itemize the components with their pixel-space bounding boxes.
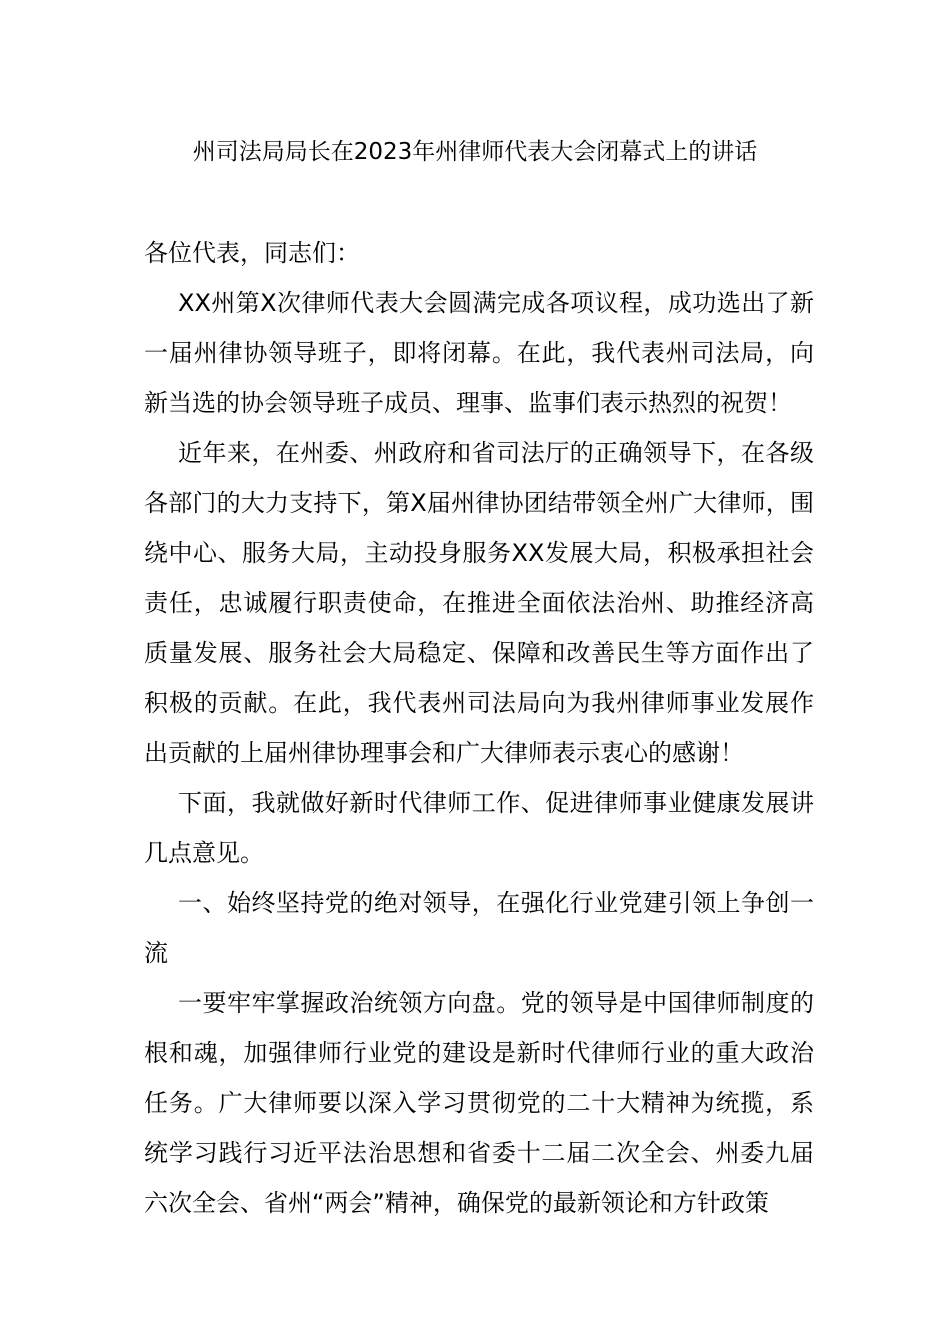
paragraph-4: 一要牢牢掌握政治统领方向盘。党的领导是中国律师制度的根和魂，加强律师行业党的建设是新时代律师行业的重大政治任务。广大律师要以深入学习贯彻党的二十大精神为统揽，系统学习践行习近平法治思想和省委十二届二次全会、州委九届六次全会、省州“两会”精神，确保党的最新领论和方针政策 xyxy=(144,989,814,1217)
document-title: 州司法局局长在2023年州律师代表大会闭幕式上的讲话 xyxy=(192,139,758,165)
salutation: 各位代表，同志们： xyxy=(144,239,360,267)
paragraph-1: XX州第X次律师代表大会圆满完成各项议程，成功选出了新一届州律协领导班子，即将闭幕。在此，我代表州司法局，向新当选的协会领导班子成员、理事、监事们表示热烈的祝贺！ xyxy=(144,289,814,417)
document-body xyxy=(144,228,814,1228)
section-heading-1: 一、始终坚持党的绝对领导，在强化行业党建引领上争创一流 xyxy=(144,889,814,967)
paragraph-2: 近年来，在州委、州政府和省司法厅的正确领导下，在各级各部门的大力支持下，第X届州律协团结带领全州广大律师，围绕中心、服务大局，主动投身服务XX发展大局，积极承担社会责任，忠诚履行职责使命，在推进全面依法治州、助推经济高质量发展、服务社会大局稳定、保障和改善民生等方面作出了积极的贡献。在此，我代表州司法局向为我州律师事业发展作出贡献的上届州律协理事会和广大律师表示衷心的感谢！ xyxy=(144,439,814,767)
paragraph-3: 下面，我就做好新时代律师工作、促进律师事业健康发展讲几点意见。 xyxy=(144,789,814,867)
